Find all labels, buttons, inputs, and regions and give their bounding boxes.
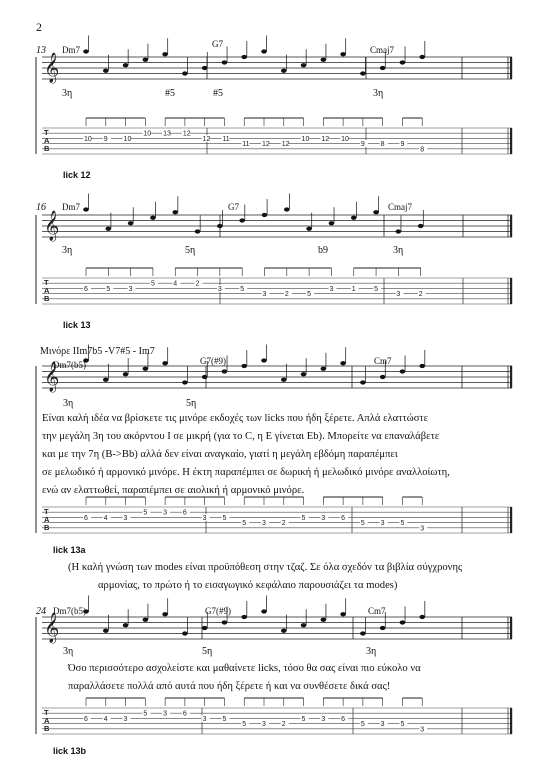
tab-number: 10 <box>341 135 349 143</box>
note-head <box>281 69 287 73</box>
tab-number: 5 <box>242 721 247 729</box>
note-head <box>321 618 327 622</box>
note-head <box>261 358 267 362</box>
tab-number: 2 <box>418 291 423 299</box>
note-head <box>222 620 228 624</box>
tab-number: 12 <box>202 135 211 143</box>
tab-number: 3 <box>262 291 267 299</box>
text-line: σε μελωδικό ή αρμονικό μινόρε. Η έκτη παραπέμπει σε δωρική ή μελωδικό μινόρε αναλλοίωτη, <box>42 467 450 478</box>
note-head <box>301 63 307 67</box>
tab-number: 9 <box>400 141 405 149</box>
final-barline <box>510 366 512 388</box>
note-head <box>222 60 228 64</box>
tab-number: 3 <box>163 710 168 718</box>
note-head <box>202 66 208 70</box>
lick-label: lick 13b <box>53 746 87 756</box>
note-head <box>106 227 112 231</box>
text-line: και με την 7η (B->Bb) αλλά δεν είναι αναγκαίο, γιατί η μεγάλη εβδόμη παραπέμπει <box>42 449 398 460</box>
measure-number: 24 <box>36 606 46 617</box>
tab-number: 5 <box>143 509 148 517</box>
tab-number: 11 <box>242 141 250 149</box>
tab-number: 3 <box>123 514 128 522</box>
tab-letter: T <box>44 708 49 717</box>
chord-symbol: Cmaj7 <box>388 202 412 212</box>
note-head <box>143 58 149 62</box>
final-barline <box>510 57 512 79</box>
tab-number: 6 <box>84 285 88 293</box>
tab-letter: B <box>44 724 50 733</box>
tab-number: 10 <box>123 135 132 143</box>
tab-number: 5 <box>242 520 247 528</box>
tab-number: 3 <box>262 721 266 729</box>
note-head <box>162 612 168 616</box>
note-head <box>195 229 201 233</box>
chord-symbol: Cm7 <box>374 356 392 366</box>
note-head <box>380 375 386 379</box>
chord-symbol: G7(#9) <box>200 356 226 366</box>
tab-number: 5 <box>301 514 306 522</box>
interval-annotation: #5 <box>213 88 223 99</box>
tab-number: 3 <box>380 520 385 528</box>
tab-number: 5 <box>400 520 405 528</box>
tab-number: 6 <box>182 509 187 517</box>
tab-number: 5 <box>301 715 306 723</box>
treble-clef: 𝄞 <box>44 53 60 83</box>
note-head <box>182 380 188 384</box>
tab-letter: B <box>44 523 50 532</box>
note-head <box>143 367 149 371</box>
final-barline <box>510 215 512 237</box>
tab-letter: B <box>44 294 50 303</box>
note-head <box>380 66 386 70</box>
tab-letter: T <box>44 278 49 287</box>
interval-annotation: 5η <box>202 646 213 657</box>
note-head <box>239 218 245 222</box>
tab-letter: B <box>44 144 50 153</box>
tab-number: 3 <box>321 514 326 522</box>
tab-number: 2 <box>195 280 200 288</box>
interval-annotation: 3η <box>63 646 74 657</box>
note-head <box>400 60 406 64</box>
note-head <box>123 623 129 627</box>
note-head <box>162 361 168 365</box>
note-head <box>396 229 402 233</box>
tab-number: 10 <box>301 135 310 143</box>
note-head <box>103 629 109 633</box>
tab-number: 2 <box>284 291 289 299</box>
tab-number: 6 <box>84 514 88 522</box>
note-head <box>306 227 312 231</box>
tab-number: 2 <box>281 721 286 729</box>
lick-label: lick 13 <box>63 320 91 330</box>
tab-number: 5 <box>222 514 227 522</box>
note-head <box>172 210 178 214</box>
note-head <box>261 609 267 613</box>
tab-number: 5 <box>400 721 405 729</box>
chord-symbol: Cmaj7 <box>370 45 394 55</box>
tab-number: 6 <box>84 715 88 723</box>
interval-annotation: 3η <box>62 245 73 256</box>
tab-number: 3 <box>420 525 425 533</box>
tab-number: 3 <box>163 509 168 517</box>
tab-number: 3 <box>396 291 401 299</box>
note-head <box>143 618 149 622</box>
treble-clef: 𝄞 <box>44 362 60 392</box>
treble-clef: 𝄞 <box>44 211 60 241</box>
note-head <box>360 631 366 635</box>
interval-annotation: 5η <box>185 245 196 256</box>
note-head <box>301 623 307 627</box>
tab-number: 2 <box>281 520 286 528</box>
note-head <box>380 626 386 630</box>
tab-number: 12 <box>182 130 191 138</box>
tab-letter: A <box>44 286 50 295</box>
tab-number: 5 <box>374 285 378 293</box>
tab-number: 4 <box>103 514 108 522</box>
final-barline <box>510 128 512 154</box>
text-line: την μεγάλη 3η του ακόρντου I σε μικρή (για το C, η E γίνεται Eb). Μπορείτε να επαναλάβετε <box>42 431 440 442</box>
tab-number: 12 <box>262 141 270 149</box>
note-head <box>321 58 327 62</box>
note-head <box>182 631 188 635</box>
tab-number: 4 <box>103 715 108 723</box>
note-head <box>128 221 134 225</box>
note-head <box>150 216 156 220</box>
note-head <box>162 52 168 56</box>
note-head <box>400 369 406 373</box>
tab-number: 3 <box>217 285 222 293</box>
chord-symbol: Dm7(b5) <box>53 360 86 370</box>
note-head <box>419 364 425 368</box>
page-number: 2 <box>36 20 42 34</box>
tab-number: 9 <box>103 135 108 143</box>
interval-annotation: 3η <box>366 646 377 657</box>
note-head <box>123 372 129 376</box>
final-barline <box>510 278 512 304</box>
note-head <box>360 380 366 384</box>
tab-number: 6 <box>341 715 346 723</box>
note-head <box>340 612 346 616</box>
final-barline <box>510 507 512 533</box>
measure-number: 16 <box>36 202 46 213</box>
treble-clef: 𝄞 <box>44 613 60 643</box>
tab-number: 8 <box>380 141 385 149</box>
tab-number: 3 <box>202 514 207 522</box>
tab-letter: T <box>44 507 49 516</box>
note-head <box>400 620 406 624</box>
note-head <box>241 55 247 59</box>
note-head <box>360 71 366 75</box>
tab-number: 12 <box>321 135 330 143</box>
interval-annotation: #5 <box>165 88 175 99</box>
tab-number: 3 <box>420 726 425 734</box>
tab-number: 3 <box>329 285 334 293</box>
tab-number: 5 <box>143 710 148 718</box>
tab-number: 5 <box>222 715 227 723</box>
tab-number: 5 <box>360 520 365 528</box>
note-head <box>329 221 335 225</box>
note-head <box>123 63 129 67</box>
tab-number: 3 <box>321 715 326 723</box>
measure-number: 13 <box>36 45 46 56</box>
final-barline <box>510 708 512 734</box>
note-head <box>351 216 357 220</box>
text-line: ενώ αν ελαττωθεί, παραπέμπει σε αιολική ή αρμονικό μινόρε. <box>42 485 305 496</box>
tab-number: 3 <box>262 520 266 528</box>
chord-symbol: Cm7 <box>368 606 386 616</box>
note-head <box>340 52 346 56</box>
note-head <box>419 615 425 619</box>
tab-number: 10 <box>84 135 92 143</box>
note-line: αρμονίας, το πρώτο ή το εισαγωγικό κεφάλαιο παρουσιάζει τα modes) <box>98 580 398 591</box>
lick-label: lick 13a <box>53 545 86 555</box>
note-head <box>222 369 228 373</box>
note-head <box>202 626 208 630</box>
note-head <box>281 378 287 382</box>
tab-letter: A <box>44 515 50 524</box>
tab-number: 5 <box>240 285 245 293</box>
final-barline <box>510 617 512 639</box>
note-head <box>217 224 223 228</box>
tab-number: 6 <box>341 514 346 522</box>
tab-number: 5 <box>150 280 155 288</box>
text-line: Είναι καλή ιδέα να βρίσκετε τις μινόρε εκδοχές των licks που ήδη ξέρετε. Απλά ελαττώστε <box>42 413 429 424</box>
interval-annotation: 5η <box>186 398 197 409</box>
tab-letter: A <box>44 716 50 725</box>
tab-number: 3 <box>202 715 207 723</box>
text-line: παραλλάσετε πολλά από αυτά που ήδη ξέρετε ή και να συνθέσετε δικά σας! <box>68 681 391 692</box>
note-head <box>262 213 268 217</box>
note-head <box>281 629 287 633</box>
interval-annotation: 3η <box>393 245 404 256</box>
tab-number: 1 <box>351 285 356 293</box>
tab-number: 3 <box>128 285 133 293</box>
interval-annotation: 3η <box>63 398 74 409</box>
note-head <box>284 207 290 211</box>
chord-symbol: Dm7(b5) <box>53 606 86 616</box>
note-head <box>103 378 109 382</box>
tab-letter: A <box>44 136 50 145</box>
note-head <box>202 375 208 379</box>
interval-annotation: 3η <box>373 88 384 99</box>
text-line: Όσο περισσότερο ασχολείστε και μαθαίνετε licks, τόσο θα σας είναι πιο εύκολο να <box>68 663 421 674</box>
chord-symbol: G7 <box>212 39 223 49</box>
note-head <box>241 615 247 619</box>
tab-number: 11 <box>222 135 230 143</box>
chord-symbol: G7 <box>228 202 239 212</box>
tab-number: 3 <box>123 715 128 723</box>
tab-number: 5 <box>360 721 365 729</box>
chord-symbol: Dm7 <box>62 45 80 55</box>
tab-number: 4 <box>173 280 178 288</box>
note-head <box>321 367 327 371</box>
note-head <box>419 55 425 59</box>
note-head <box>83 49 89 53</box>
note-line: (Η καλή γνώση των modes είναι προϋπόθεση στην τζαζ. Σε όλα σχεδόν τα βιβλία σύγχρονης <box>68 562 463 573</box>
interval-annotation: 3η <box>62 88 73 99</box>
section-heading: Μινόρε IIm7b5 -V7#5 - Im7 <box>40 346 155 357</box>
tab-number: 5 <box>106 285 111 293</box>
tab-number: 8 <box>420 146 425 154</box>
note-head <box>340 361 346 365</box>
tab-number: 13 <box>163 130 171 138</box>
note-head <box>418 224 424 228</box>
tab-number: 9 <box>360 141 365 149</box>
note-head <box>373 210 379 214</box>
note-head <box>83 207 89 211</box>
tab-number: 12 <box>281 141 290 149</box>
tab-number: 3 <box>380 721 385 729</box>
note-head <box>182 71 188 75</box>
note-head <box>261 49 267 53</box>
interval-annotation: b9 <box>318 245 328 256</box>
lick-label: lick 12 <box>63 170 91 180</box>
tab-number: 10 <box>143 130 152 138</box>
tab-letter: T <box>44 128 49 137</box>
note-head <box>103 69 109 73</box>
tab-number: 6 <box>182 710 187 718</box>
note-head <box>241 364 247 368</box>
chord-symbol: Dm7 <box>62 202 80 212</box>
note-head <box>301 372 307 376</box>
tab-number: 5 <box>307 291 312 299</box>
chord-symbol: G7(#9) <box>205 606 231 616</box>
